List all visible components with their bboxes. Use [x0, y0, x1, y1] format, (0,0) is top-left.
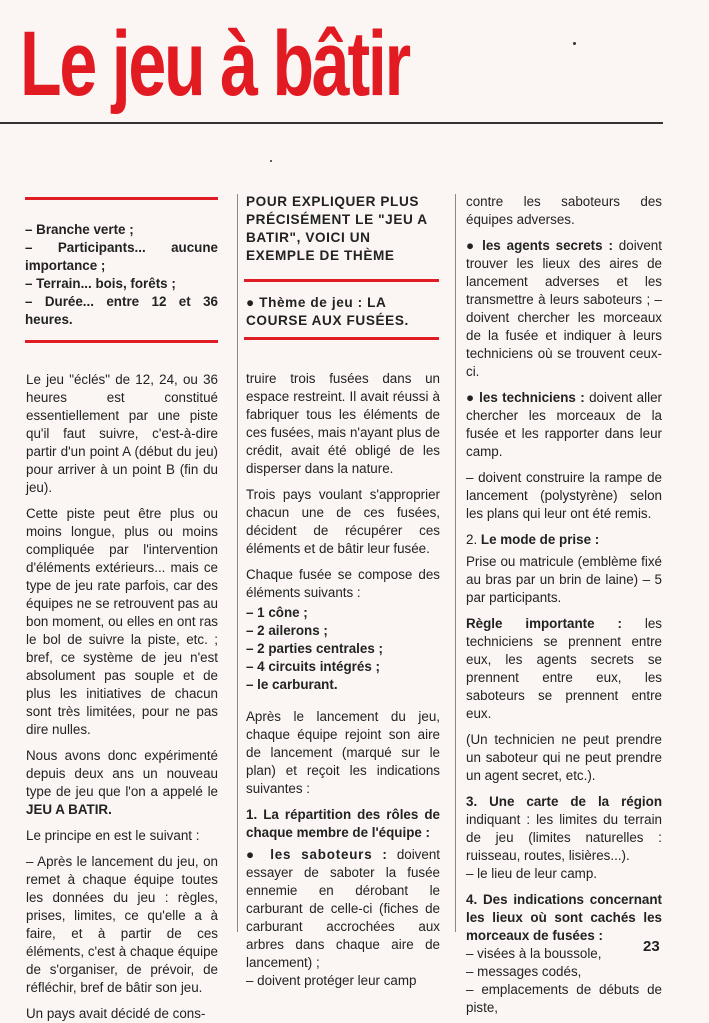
- paragraph: truire trois fusées dans un espace restreint. Il avait réussi à fabriquer tous les éléments de ces fusées, mais n'ayant plus de crédit, avait été obligé de les disperser dans la nature.: [246, 371, 440, 476]
- list-item: – le carburant.: [246, 677, 338, 692]
- list-item: – visées à la boussole,: [466, 946, 602, 961]
- section-heading: POUR EXPLIQUER PLUS PRÉCISÉMENT LE "JEU A BATIR", VOICI UN EXEMPLE DE THÈME: [246, 194, 428, 263]
- info-box: [25, 221, 218, 329]
- page-title: Le jeu à bâtir: [20, 13, 409, 115]
- list-item: – 4 circuits intégrés ;: [246, 659, 380, 674]
- heading-rule: [244, 337, 439, 340]
- paragraph: ● les saboteurs : doivent essayer de saboter la fusée ennemie en dérobant le carburant de celle-ci (fiches de carburant accrochées aux arbres dans chaque aire de lancement) ;: [246, 847, 440, 970]
- subheading: 4. Des indications concernant les lieux où sont cachés les morceaux de fusées :: [466, 892, 662, 943]
- paragraph: Le jeu "éclés" de 12, 24, ou 36 heures est constitué essentiellement par une piste qu'il faut suivre, c'est-à-dire partir d'un point A (début du jeu) pour arriver à un point B (fin du jeu).: [26, 372, 218, 495]
- paragraph: Chaque fusée se compose des éléments suivants :: [246, 567, 440, 600]
- subheading: 2. Le mode de prise :: [466, 532, 600, 547]
- paragraph: Après le lancement du jeu, chaque équipe rejoint son aire de lancement (marqué sur le plan) et reçoit les indications suivantes :: [246, 709, 440, 796]
- list-item: – 2 ailerons ;: [246, 623, 328, 638]
- paragraph: Nous avons donc expérimenté depuis deux ans un nouveau type de jeu que l'on a appelé le JEU A BATIR.: [26, 748, 218, 817]
- paragraph: Cette piste peut être plus ou moins longue, plus ou moins compliquée par l'intervention d'éléments extérieurs... mais ce type de jeu rate parfois, car des équipes ne se retrouvent pas au bon moment, ou elles en ont ras le bol de suivre la piste, etc. ; bref, ce système de jeu n'est absolument pas souple et de plus les initiatives de chacun sont très limitées, pour ne pas dire nulles.: [26, 506, 218, 737]
- paragraph: Le principe en est le suivant :: [26, 828, 200, 843]
- indications-list: [466, 945, 662, 1017]
- box-rule-top: [25, 197, 218, 200]
- list-item: – messages codés,: [466, 964, 582, 979]
- list-item: – 1 cône ;: [246, 605, 308, 620]
- paragraph: ● les agents secrets : doivent trouver les lieux des aires de lancement adverses et les transmettre à leurs saboteurs ; – doivent chercher les morceaux de la fusée et indiquer à leurs techniciens où se trouvent ceux-ci.: [466, 238, 662, 379]
- paragraph: Un pays avait décidé de cons-: [26, 1006, 206, 1021]
- list-item: – 2 parties centrales ;: [246, 641, 383, 656]
- column-1-text: [26, 371, 218, 1023]
- box-rule-bottom: [25, 340, 218, 343]
- column-divider: [237, 194, 238, 932]
- print-speck: [270, 160, 272, 162]
- heading-rule: [244, 279, 439, 282]
- role-label: ● les techniciens :: [466, 390, 585, 405]
- column-3-text: [466, 193, 662, 1017]
- paragraph: 3. Une carte de la région indiquant : les limites du terrain de jeu (limites naturelles : ruisseau, routes, lisières...).: [466, 794, 662, 863]
- info-item: – Durée... entre 12 et 36 heures.: [25, 294, 218, 327]
- paragraph: – Après le lancement du jeu, on remet à chaque équipe toutes les données du jeu : règles, prises, limites, ce qu'elle a à faire, et à partir de ces éléments, c'est à chaque équipe de s'organiser, de prévoir, de réfléchir, bref de bâtir son jeu.: [26, 854, 218, 995]
- role-label: ● les saboteurs :: [246, 847, 388, 862]
- info-item: – Branche verte ;: [25, 222, 134, 237]
- subheading: 1. La répartition des rôles de chaque membre de l'équipe :: [246, 807, 440, 840]
- paragraph: – le lieu de leur camp.: [466, 866, 598, 881]
- list-item: – emplacements de débuts de piste,: [466, 982, 662, 1015]
- column-2-text: [246, 370, 440, 990]
- info-item: – Participants... aucune importance ;: [25, 240, 218, 273]
- print-speck: [573, 42, 576, 45]
- paragraph: contre les saboteurs des équipes adverses.: [466, 194, 662, 227]
- paragraph: Règle importante : les techniciens se prennent entre eux, les agents secrets se prennent entre eux, les saboteurs se prennent entre eux.: [466, 616, 662, 721]
- paragraph: ● les techniciens : doivent aller chercher les morceaux de la fusée et les rapporter dans leur camp.: [466, 390, 662, 459]
- game-name: JEU A BATIR.: [26, 802, 112, 817]
- page-number: 23: [643, 938, 660, 955]
- theme-heading: ● Thème de jeu : LA COURSE AUX FUSÉES.: [246, 295, 409, 328]
- paragraph: (Un technicien ne peut prendre un saboteur qui ne peut prendre un agent secret, etc.).: [466, 732, 662, 783]
- paragraph: – doivent protéger leur camp: [246, 973, 417, 988]
- header-rule: [0, 122, 663, 124]
- subheading: 3. Une carte de la région: [466, 794, 662, 809]
- paragraph: – doivent construire la rampe de lancement (polystyrène) selon les plans qui leur ont été remis.: [466, 470, 662, 521]
- column-divider: [455, 194, 456, 932]
- rocket-parts-list: [246, 604, 440, 694]
- paragraph: Prise ou matricule (emblème fixé au bras par un brin de laine) – 5 par participants.: [466, 554, 662, 605]
- rule-label: Règle importante :: [466, 616, 622, 631]
- paragraph: Trois pays voulant s'approprier chacun une de ces fusées, décident de récupérer ces éléments et de bâtir leur fusée.: [246, 487, 440, 556]
- info-item: – Terrain... bois, forêts ;: [25, 276, 176, 291]
- role-label: ● les agents secrets :: [466, 238, 613, 253]
